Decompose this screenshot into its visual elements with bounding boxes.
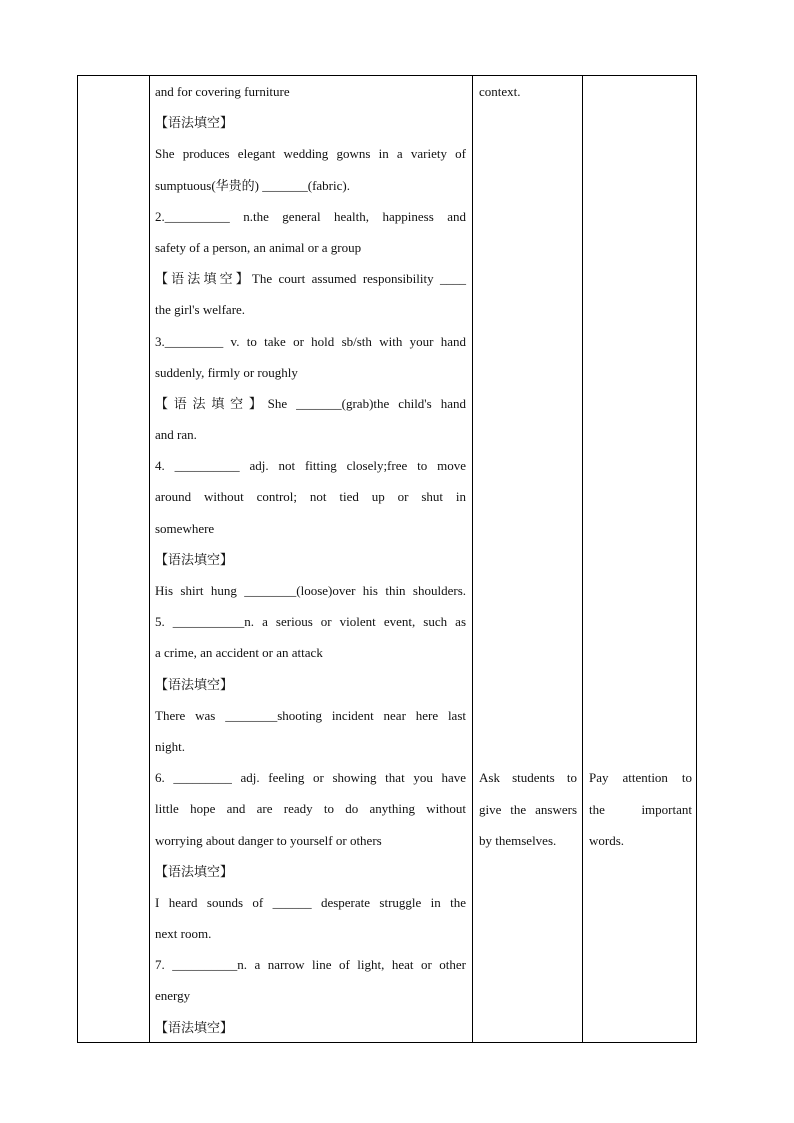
activity-line: give the answers: [479, 801, 577, 817]
exercise-line: safety of a person, an animal or a group: [155, 239, 362, 255]
purpose-line: the important: [589, 801, 692, 817]
activity-instruction: [479, 762, 577, 856]
purpose-note: [589, 762, 692, 856]
exercise-line: 【语法填空】: [155, 676, 234, 692]
activity-line: Ask students to: [479, 770, 577, 786]
exercise-line: I heard sounds of ______ desperate struggle in the: [155, 894, 466, 910]
student-activity-column: [472, 76, 582, 1042]
exercise-line: the girl's welfare.: [155, 302, 246, 318]
exercise-line: 7. __________n. a narrow line of light, heat or other: [155, 957, 466, 973]
exercise-line: His shirt hung ________(loose)over his thin shoulders.: [155, 583, 466, 598]
context-text: context.: [479, 84, 521, 99]
exercise-line: She produces elegant wedding gowns in a variety of: [155, 146, 466, 162]
exercise-line: 2.__________ n.the general health, happiness and: [155, 208, 466, 224]
vocabulary-exercise-column: [149, 76, 472, 1042]
exercise-line: energy: [155, 988, 191, 1004]
empty-first-column: [78, 76, 149, 1042]
exercise-line: a crime, an accident or an attack: [155, 645, 323, 661]
exercise-line: 【语法填空】: [155, 863, 234, 879]
exercise-line: and for covering furniture: [155, 84, 290, 99]
exercise-line: 【语法填空】: [155, 115, 234, 131]
exercise-line: around without control; not tied up or shut in: [155, 489, 466, 505]
exercise-line: 4. __________ adj. not fitting closely;free to move: [155, 458, 466, 474]
exercise-line: 5. ___________n. a serious or violent event, such as: [155, 614, 466, 630]
exercise-line: suddenly, firmly or roughly: [155, 364, 298, 380]
exercise-line: 3._________ v. to take or hold sb/sth with your hand: [155, 333, 466, 349]
exercise-line: 【语法填空】: [155, 551, 234, 567]
exercise-line: little hope and are ready to do anything without: [155, 801, 466, 817]
purpose-column: [582, 76, 698, 1042]
exercise-line: next room.: [155, 926, 212, 942]
purpose-line: Pay attention to: [589, 770, 692, 786]
exercise-line: There was ________shooting incident near here last: [155, 707, 466, 723]
exercise-line: 【语法填空】She _______(grab)the child's hand: [155, 395, 466, 411]
exercise-line: 6. _________ adj. feeling or showing that you have: [155, 770, 466, 786]
exercise-line: somewhere: [155, 520, 215, 536]
lesson-table: [77, 75, 697, 1043]
exercise-line: 【语法填空】The court assumed responsibility ____: [155, 271, 466, 287]
exercise-line: worrying about danger to yourself or others: [155, 832, 382, 848]
exercise-line: and ran.: [155, 427, 197, 443]
exercise-line: 【语法填空】: [155, 1019, 234, 1035]
purpose-line: words.: [589, 832, 625, 848]
exercise-line: sumptuous(华贵的) _______(fabric).: [155, 177, 350, 193]
exercise-line: night.: [155, 738, 185, 754]
activity-line: by themselves.: [479, 832, 557, 848]
